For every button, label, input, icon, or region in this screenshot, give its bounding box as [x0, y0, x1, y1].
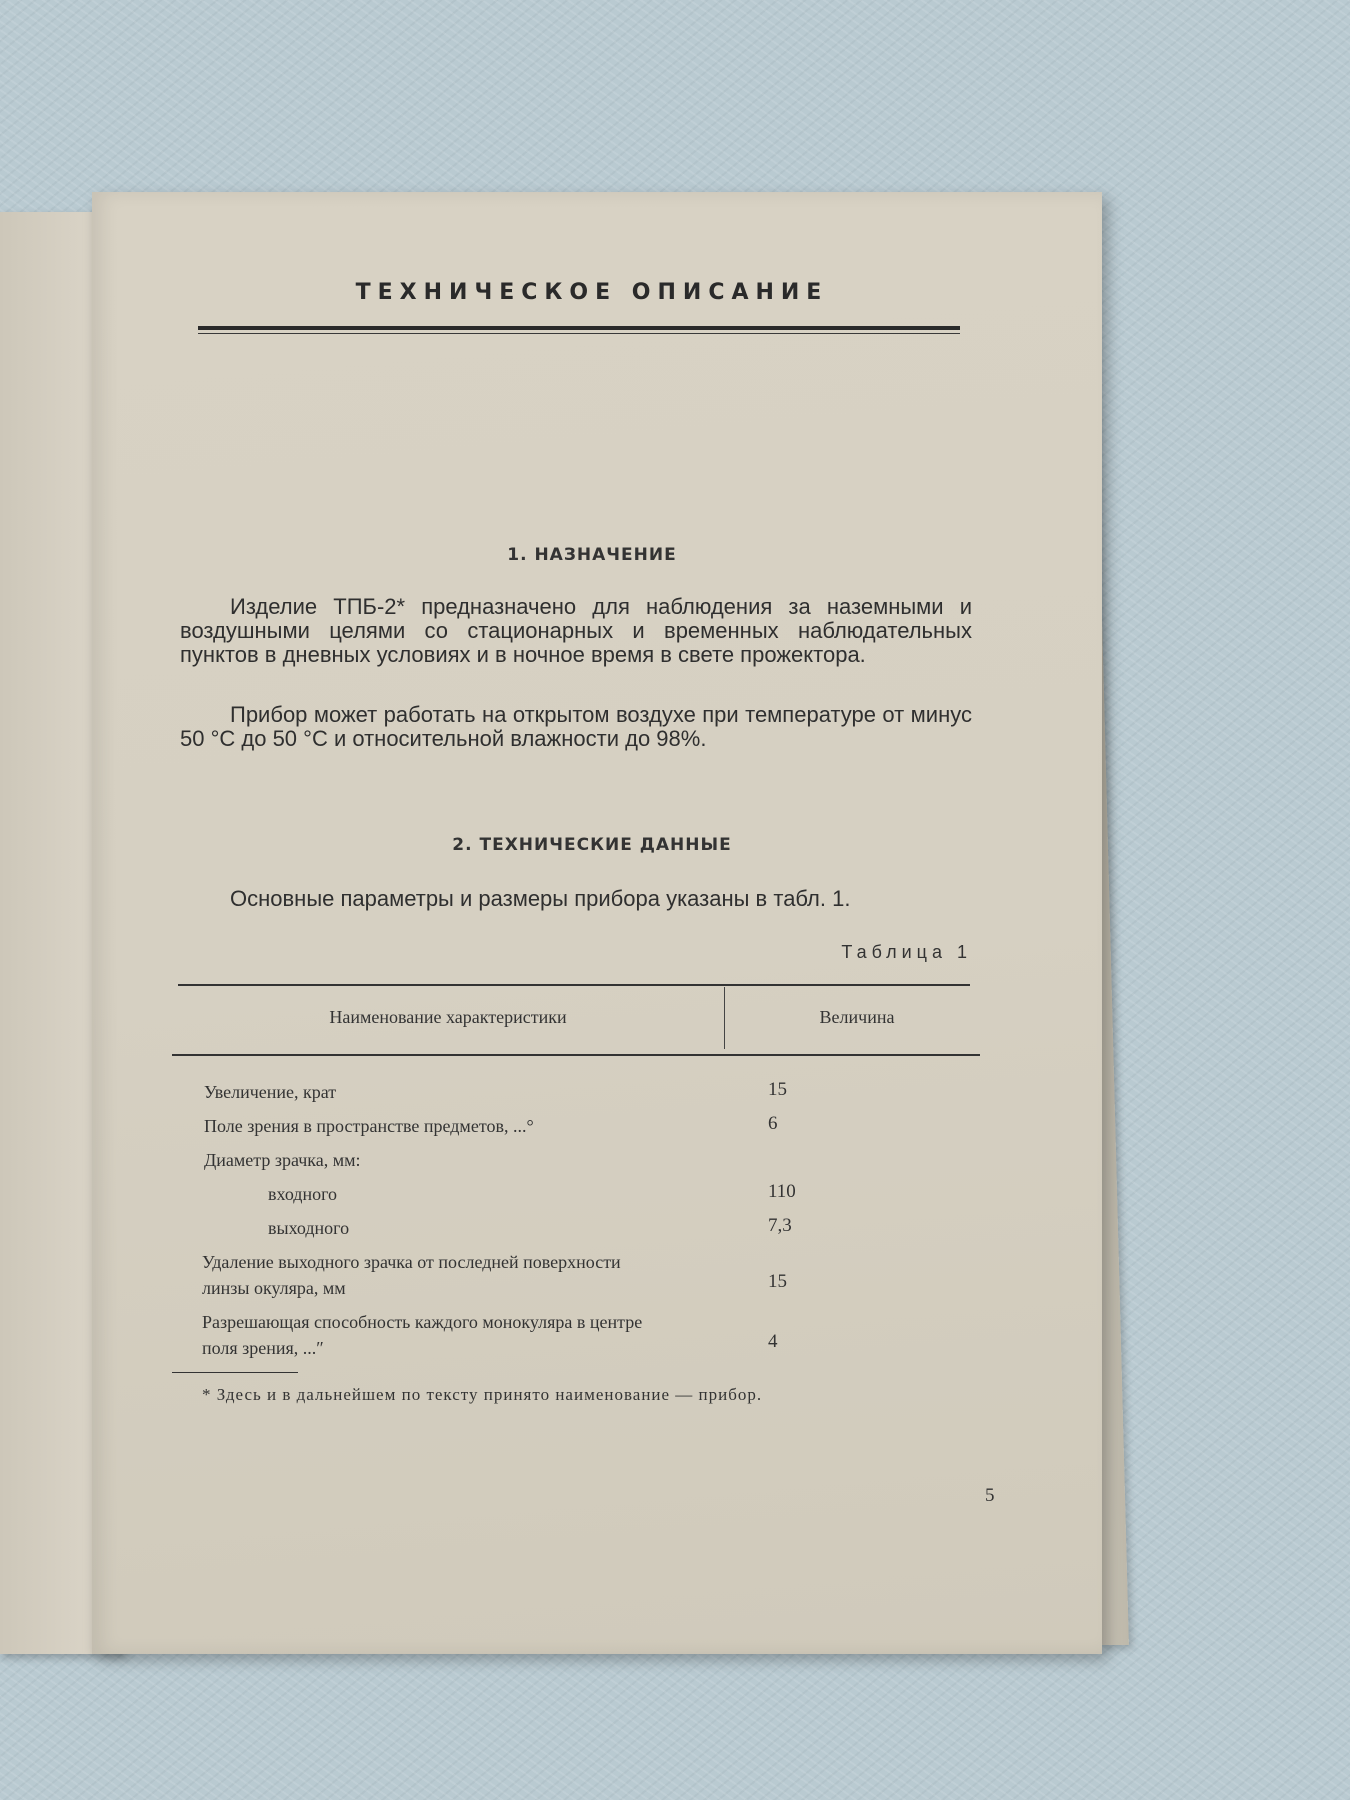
table-row-label: Поле зрения в пространстве предметов, ...°: [204, 1116, 534, 1136]
document-page: [92, 192, 1102, 1654]
header-rule-thin: [198, 333, 960, 334]
paragraph-tech-data-text: Основные параметры и размеры прибора указаны в табл. 1.: [230, 886, 851, 911]
table-row-label: Увеличение, крат: [204, 1082, 337, 1102]
page-number: 5: [985, 1485, 995, 1506]
table-row-value: 7,3: [768, 1215, 792, 1236]
paragraph-purpose-2: [180, 703, 972, 751]
table-row-value: 15: [768, 1271, 787, 1292]
table-column-divider: [724, 987, 725, 1049]
section-heading-purpose: 1. НАЗНАЧЕНИЕ: [507, 545, 677, 565]
table-caption: Таблица 1: [841, 942, 972, 962]
table-row-label: Удаление выходного зрачка от последней поверхности линзы окуляра, мм: [202, 1252, 621, 1298]
table-top-rule: [178, 984, 970, 986]
footnote: * Здесь и в дальнейшем по тексту принято наименование — прибор.: [202, 1385, 763, 1404]
table-row-value: 110: [768, 1181, 796, 1202]
paragraph-purpose-1: [180, 595, 972, 667]
paragraph-tech-data: [180, 887, 972, 911]
table-header-bottom-rule: [172, 1054, 980, 1056]
footnote-rule: [172, 1372, 298, 1373]
paragraph-purpose-1-text: Изделие ТПБ-2* предназначено для наблюдения за наземными и воздушными целями со стационарных и временных наблюдательных пунктов в дневных условиях и в ночное время в свете прожектора.: [180, 594, 972, 667]
table-header-value: Величина: [819, 1007, 895, 1027]
paragraph-purpose-2-text: Прибор может работать на открытом воздухе при температуре от минус 50 °С до 50 °С и относительной влажности до 98%.: [180, 702, 972, 751]
table-row-value: 6: [768, 1113, 778, 1134]
table-row-label: Разрешающая способность каждого монокуляра в центре поля зрения, ...″: [202, 1312, 643, 1358]
table-row-label: Диаметр зрачка, мм:: [204, 1150, 361, 1170]
section-heading-tech-data: 2. ТЕХНИЧЕСКИЕ ДАННЫЕ: [452, 835, 732, 855]
page-header: ТЕХНИЧЕСКОЕ ОПИСАНИЕ: [355, 280, 829, 305]
table-row-label: выходного: [268, 1218, 350, 1238]
table-header-name: Наименование характеристики: [329, 1007, 567, 1027]
table-row-label: входного: [268, 1184, 338, 1204]
table-row-value: 15: [768, 1079, 787, 1100]
table-row-value: 4: [768, 1331, 778, 1352]
header-rule: [198, 326, 960, 330]
